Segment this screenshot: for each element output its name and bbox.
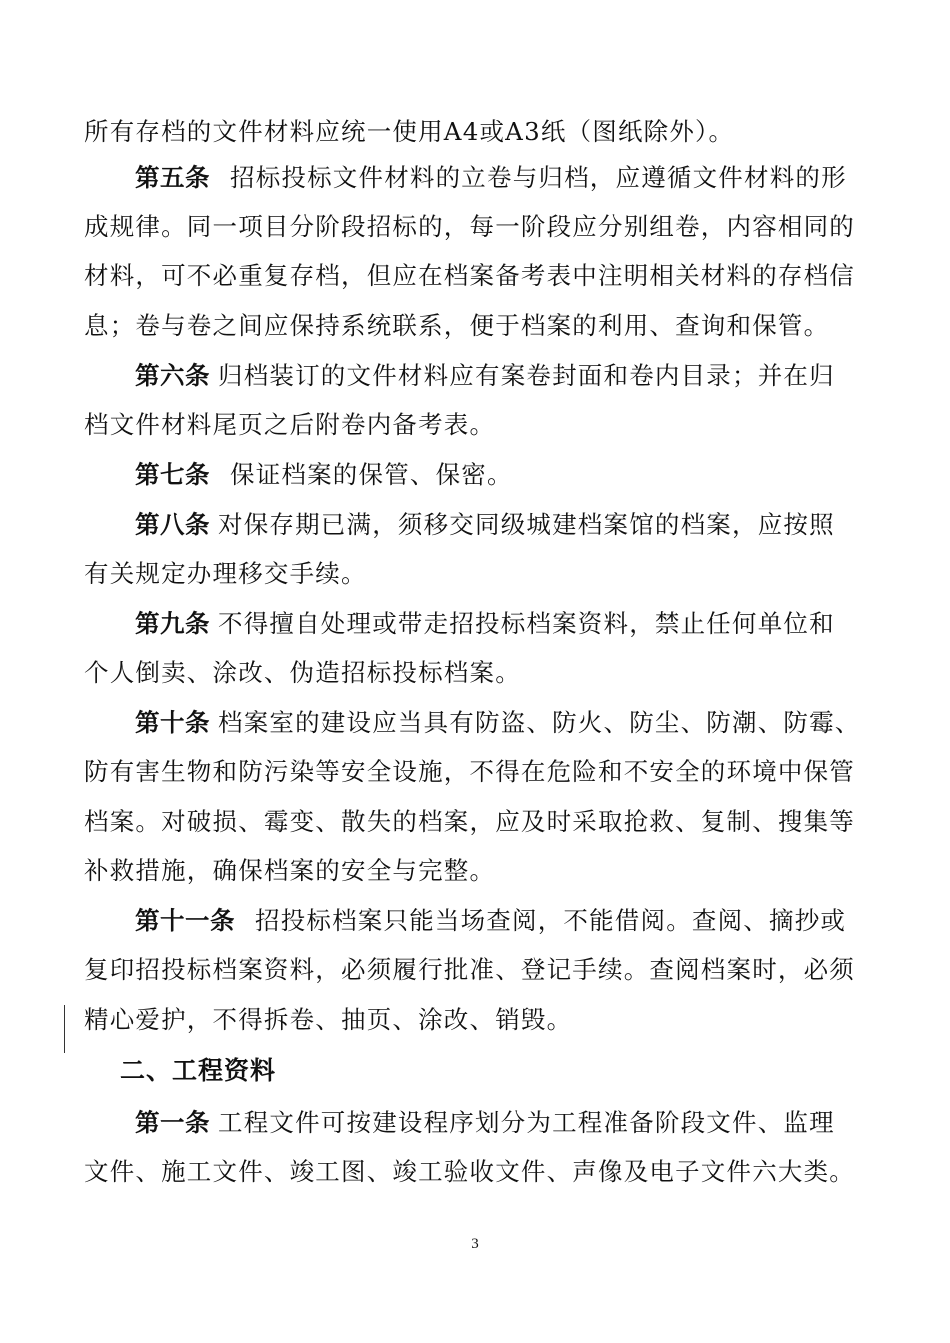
- paragraph-text: 所有存档的文件材料应统一使用A4或A3纸（图纸除外）。: [84, 117, 735, 146]
- article-9-line-1: [135, 608, 835, 640]
- article-11-text: 精心爱护，不得拆卷、抽页、涂改、销毁。: [84, 1005, 573, 1034]
- margin-revision-bar: [64, 1005, 65, 1053]
- article-7-line-1: [135, 459, 513, 491]
- section2-article-1-text: 工程文件可按建设程序划分为工程准备阶段文件、监理: [218, 1108, 835, 1137]
- article-10-text: 防有害生物和防污染等安全设施，不得在危险和不安全的环境中保管: [84, 757, 855, 786]
- article-10-label: 第十条: [135, 708, 210, 737]
- page-number: 3: [471, 1236, 479, 1252]
- article-5-text: 材料，可不必重复存档，但应在档案备考表中注明相关材料的存档信: [84, 261, 855, 290]
- paragraph-line: [84, 116, 734, 148]
- article-10-text: 档案室的建设应当具有防盗、防火、防尘、防潮、防霉、: [218, 708, 861, 737]
- article-9-label: 第九条: [135, 609, 210, 638]
- article-9-text: 不得擅自处理或带走招投标档案资料，禁止任何单位和: [218, 609, 835, 638]
- article-8-line-1: [135, 509, 835, 541]
- section-heading: 二、工程资料: [120, 1056, 277, 1085]
- article-10-line-1: [135, 707, 861, 739]
- article-11-label: 第十一条: [135, 906, 235, 935]
- article-5-text: 招标投标文件材料的立卷与归档，应遵循文件材料的形: [230, 163, 847, 192]
- article-7-text: 保证档案的保管、保密。: [230, 460, 513, 489]
- article-5-text: 成规律。同一项目分阶段招标的，每一阶段应分别组卷，内容相同的: [84, 212, 855, 241]
- article-5-line-2: [84, 211, 855, 243]
- article-10-line-3: [84, 806, 855, 838]
- article-6-line-1: [135, 360, 835, 392]
- article-5-label: 第五条: [135, 163, 210, 192]
- article-10-line-4: [84, 855, 495, 887]
- article-10-text: 补救措施，确保档案的安全与完整。: [84, 856, 496, 885]
- article-6-text: 归档装订的文件材料应有案卷封面和卷内目录；并在归: [218, 361, 835, 390]
- section2-article-1-text: 文件、施工文件、竣工图、竣工验收文件、声像及电子文件六大类。: [84, 1157, 855, 1186]
- article-10-line-2: [84, 756, 855, 788]
- article-8-line-2: [84, 558, 367, 590]
- article-5-line-3: [84, 260, 855, 292]
- article-9-line-2: [84, 657, 521, 689]
- section2-article-1-label: 第一条: [135, 1108, 210, 1137]
- article-5-line-1: [135, 162, 847, 194]
- article-8-text: 有关规定办理移交手续。: [84, 559, 367, 588]
- article-6-line-2: [84, 409, 495, 441]
- section2-article-1-line-2: [84, 1156, 855, 1188]
- article-10-text: 档案。对破损、霉变、散失的档案，应及时采取抢救、复制、搜集等: [84, 807, 855, 836]
- article-11-text: 复印招投标档案资料，必须履行批准、登记手续。查阅档案时，必须: [84, 955, 855, 984]
- article-6-text: 档文件材料尾页之后附卷内备考表。: [84, 410, 496, 439]
- article-5-text: 息；卷与卷之间应保持系统联系，便于档案的利用、查询和保管。: [84, 311, 830, 340]
- section2-article-1-line-1: [135, 1107, 835, 1139]
- article-8-label: 第八条: [135, 510, 210, 539]
- article-11-line-2: [84, 954, 855, 986]
- article-11-line-1: [135, 905, 846, 937]
- article-11-text: 招投标档案只能当场查阅，不能借阅。查阅、摘抄或: [255, 906, 847, 935]
- article-5-line-4: [84, 310, 829, 342]
- article-11-line-3: [84, 1004, 572, 1036]
- article-8-text: 对保存期已满，须移交同级城建档案馆的档案，应按照: [218, 510, 835, 539]
- article-9-text: 个人倒卖、涂改、伪造招标投标档案。: [84, 658, 521, 687]
- article-7-label: 第七条: [135, 460, 210, 489]
- article-6-label: 第六条: [135, 361, 210, 390]
